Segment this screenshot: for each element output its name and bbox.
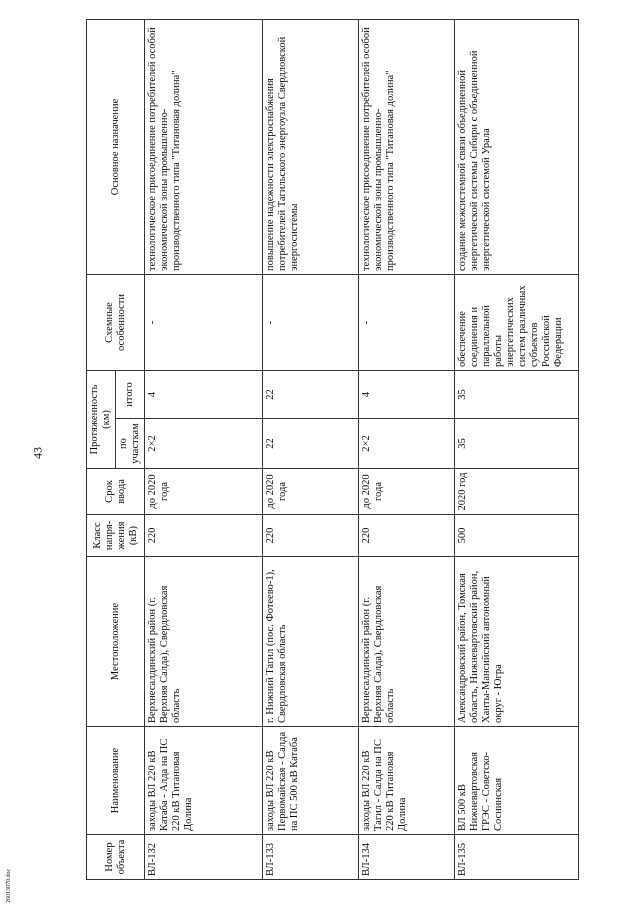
rotated-table-container [86, 20, 606, 880]
cell-object-number: ВЛ-134 [359, 835, 455, 880]
cell-length-total: 35 [455, 371, 579, 419]
header-voltage-class: Класс напря-жения (кВ) [87, 515, 145, 557]
table-row [263, 20, 359, 880]
cell-length-sections: 35 [455, 419, 579, 469]
cell-location: Александровский район, Томская область, Нижневартовский район, Ханты-Мансийский автономный округ - Югра [455, 557, 579, 727]
cell-scheme-features: обеспечение соединения и параллельной работы энергетических систем различных субъектов Российской Федерации [455, 275, 579, 371]
header-object-number: Номер объекта [87, 835, 145, 880]
cell-name: заходы ВЛ 220 кВ Первомайская - Салда на ПС 500 кВ Катаба [263, 727, 359, 835]
header-length-group: Протяженность (км) [87, 371, 116, 469]
cell-commissioning: 2020 год [455, 469, 579, 515]
header-length-total: итого [116, 371, 145, 419]
cell-scheme-features: - [263, 275, 359, 371]
cell-object-number: ВЛ-132 [145, 835, 263, 880]
cell-length-total: 4 [359, 371, 455, 419]
cell-length-total: 22 [263, 371, 359, 419]
table-row [145, 20, 263, 880]
cell-voltage: 220 [359, 515, 455, 557]
cell-purpose: технологическое присоединение потребителей особой экономической зоны промышленно-производственного типа "Титановая долина" [145, 20, 263, 275]
table-row [455, 20, 579, 880]
cell-scheme-features: - [359, 275, 455, 371]
cell-voltage: 220 [263, 515, 359, 557]
cell-scheme-features: - [145, 275, 263, 371]
cell-commissioning: до 2020 года [359, 469, 455, 515]
cell-commissioning: до 2020 года [145, 469, 263, 515]
cell-purpose: создание межсистемной связи объединенной энергетической системы Сибири с объединенной энергетической системой Урала [455, 20, 579, 275]
header-location: Местоположение [87, 557, 145, 727]
cell-name: заходы ВЛ 220 кВ Тагил - Салда на ПС 220 кВ Титановая Долина [359, 727, 455, 835]
cell-commissioning: до 2020 года [263, 469, 359, 515]
cell-length-sections: 2×2 [145, 419, 263, 469]
cell-name: ВЛ 500 кВ Нижневартовская ГРЭС - Советско-Соснинская [455, 727, 579, 835]
cell-voltage: 220 [145, 515, 263, 557]
power-lines-table [86, 19, 579, 880]
cell-location: Верхнесалдинский район (г. Верхняя Салда), Свердловская область [359, 557, 455, 727]
cell-object-number: ВЛ-133 [263, 835, 359, 880]
cell-length-total: 4 [145, 371, 263, 419]
table-row [359, 20, 455, 880]
cell-length-sections: 2×2 [359, 419, 455, 469]
cell-length-sections: 22 [263, 419, 359, 469]
footer-document-code: 26013070.doc [6, 868, 12, 903]
header-length-sections: по участкам [116, 419, 145, 469]
page-number: 43 [30, 447, 45, 459]
cell-purpose: повышение надежности электроснабжения потребителей Тагильского энергоузла Свердловской энергосистемы [263, 20, 359, 275]
cell-object-number: ВЛ-135 [455, 835, 579, 880]
header-scheme-features: Схемные особенности [87, 275, 145, 371]
cell-name: заходы ВЛ 220 кВ Катаба - Алда на ПС 220 кВ Титановая Долина [145, 727, 263, 835]
cell-location: Верхнесалдинский район (г. Верхняя Салда), Свердловская область [145, 557, 263, 727]
table-header [87, 20, 145, 880]
header-name: Наименование [87, 727, 145, 835]
cell-voltage: 500 [455, 515, 579, 557]
cell-location: г. Нижний Тагил (пос. Фотеево-1), Свердловская область [263, 557, 359, 727]
header-purpose: Основное назначение [87, 20, 145, 275]
cell-purpose: технологическое присоединение потребителей особой экономической зоны промышленно-производственного типа "Титановая долина" [359, 20, 455, 275]
header-commissioning: Срок ввода [87, 469, 145, 515]
